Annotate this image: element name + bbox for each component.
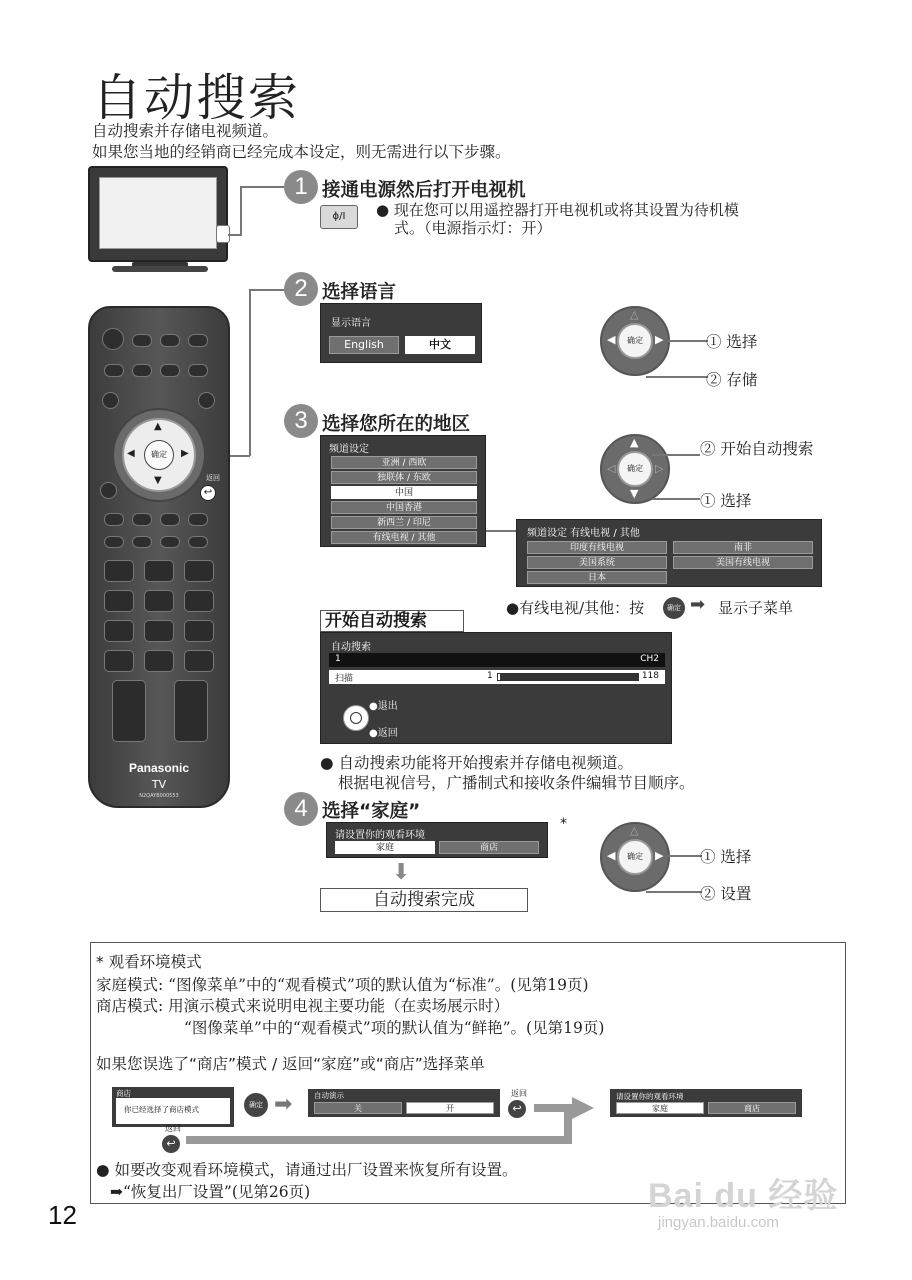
remote-button[interactable] (198, 392, 215, 409)
step-2-label-select: ① 选择 (706, 333, 758, 351)
remote-left-arrow-icon: ◀ (127, 448, 135, 459)
remote-number-button[interactable] (184, 620, 214, 642)
region-option[interactable]: 亚洲 / 西欧 (331, 456, 477, 469)
auto-demo-option-off[interactable]: 关 (314, 1102, 402, 1114)
back-label: 返回 (165, 1124, 181, 1133)
remote-button[interactable] (160, 334, 180, 347)
autosearch-panel (320, 632, 672, 744)
remote-ok-button[interactable]: 确定 (144, 440, 174, 470)
remote-number-button[interactable] (144, 620, 174, 642)
right-arrow-icon: ▶ (655, 333, 664, 346)
auto-demo-title: 自动演示 (314, 1091, 344, 1100)
right-arrow-icon: ➡ (690, 594, 706, 615)
intro-line-1: 自动搜索并存储电视频道。 (92, 122, 279, 140)
step-3-badge: 3 (284, 404, 318, 438)
remote-number-button[interactable] (144, 590, 174, 612)
remote-channel-button[interactable] (174, 680, 208, 742)
cable-option[interactable]: 美国系统 (527, 556, 667, 569)
autosearch-complete-label: 自动搜索完成 (320, 888, 528, 912)
right-arrow-icon: ▷ (655, 462, 664, 475)
step-3-label-select: ① 选择 (700, 492, 752, 510)
remote-right-arrow-icon: ▶ (181, 448, 189, 459)
remote-volume-button[interactable] (112, 680, 146, 742)
remote-number-button[interactable] (184, 560, 214, 582)
remote-brand-logo: Panasonic (128, 761, 190, 775)
remote-button[interactable] (132, 513, 152, 526)
region-menu (320, 435, 486, 547)
cable-note-prefix: ●有线电视/其他：按 (506, 599, 645, 617)
flow-arrow-icon (572, 1097, 594, 1119)
note-shop-line-1: 商店模式: 用演示模式来说明电视主要功能（在卖场展示时） (96, 997, 510, 1015)
remote-number-button[interactable] (144, 560, 174, 582)
scan-progress-track (497, 673, 639, 681)
region-option[interactable]: 中国香港 (331, 501, 477, 514)
remote-number-button[interactable] (104, 650, 134, 672)
remote-button[interactable] (188, 334, 208, 347)
language-option-chinese[interactable]: 中文 (405, 336, 475, 354)
remote-number-button[interactable] (104, 620, 134, 642)
note-shop-line-2: “图像菜单”中的“观看模式”项的默认值为“鲜艳”。(见第19页) (184, 1019, 605, 1037)
remote-button[interactable] (160, 513, 180, 526)
shop-mode-message: 你已经选择了商店模式 (116, 1098, 230, 1124)
step-2-ok-button[interactable]: 确定 (617, 323, 653, 359)
scan-progress-fill (497, 673, 501, 681)
baidu-watermark-logo: Bai du 经验 (648, 1177, 839, 1215)
remote-down-arrow-icon: ▼ (154, 475, 162, 486)
back-button-icon: ↩ (162, 1135, 180, 1153)
step-1-note-line-1: ● 现在您可以用遥控器打开电视机或将其设置为待机模 (376, 201, 739, 219)
note-home-line: 家庭模式: “图像菜单”中的“观看模式”项的默认值为“标准”。(见第19页) (96, 976, 589, 994)
environment-option-home[interactable]: 家庭 (335, 841, 435, 854)
remote-button[interactable] (160, 536, 180, 548)
remote-button[interactable] (188, 513, 208, 526)
environment-mini-option-shop[interactable]: 商店 (708, 1102, 796, 1114)
up-arrow-icon: △ (630, 824, 639, 837)
up-arrow-icon: △ (630, 308, 639, 321)
language-menu-title: 显示语言 (331, 318, 371, 329)
remote-button[interactable] (100, 482, 117, 499)
right-arrow-icon: ➡ (274, 1092, 293, 1117)
autosearch-channel-row: 1 CH2 (329, 653, 665, 667)
tv-illustration (88, 166, 228, 262)
remote-number-button[interactable] (184, 650, 214, 672)
shop-mode-menu-title: 商店 (116, 1089, 131, 1098)
language-menu (320, 303, 482, 363)
region-option[interactable]: 有线电视 / 其他 (331, 531, 477, 544)
back-label: 返回 (511, 1089, 527, 1098)
autosearch-note-line-2: 根据电视信号，广播制式和接收条件编辑节目顺序。 (338, 774, 695, 792)
left-arrow-icon: ◁ (607, 462, 616, 475)
note-title: * 观看环境模式 (96, 953, 202, 971)
exit-label: ●退出 (369, 701, 398, 712)
step-4-ok-button[interactable]: 确定 (617, 839, 653, 875)
remote-button[interactable] (104, 536, 124, 548)
step-1-note-line-2: 式。（电源指示灯：开） (394, 219, 552, 237)
remote-button[interactable] (102, 392, 119, 409)
region-option[interactable]: 新西兰 / 印尼 (331, 516, 477, 529)
auto-demo-option-on[interactable]: 开 (406, 1102, 494, 1114)
shop-mode-menu (112, 1087, 234, 1127)
region-option-selected[interactable]: 中国 (331, 486, 477, 499)
remote-button[interactable] (188, 364, 208, 377)
remote-button[interactable] (132, 536, 152, 548)
step-4-badge: 4 (284, 792, 318, 826)
environment-mini-menu (610, 1089, 802, 1117)
cable-submenu-title: 频道设定 有线电视 / 其他 (527, 528, 640, 539)
cable-option[interactable]: 印度有线电视 (527, 541, 667, 554)
step-1-title: 接通电源然后打开电视机 (322, 180, 526, 201)
page-number: 12 (48, 1200, 77, 1230)
language-option-english[interactable]: English (329, 336, 399, 354)
remote-button[interactable] (132, 334, 152, 347)
step-2-label-store: ② 存储 (706, 371, 758, 389)
reset-note-line-1: ● 如要改变观看环境模式，请通过出厂设置来恢复所有设置。 (96, 1161, 518, 1179)
cable-note-suffix: 显示子菜单 (718, 599, 794, 617)
step-1-badge: 1 (284, 170, 318, 204)
remote-button[interactable] (104, 364, 124, 377)
left-arrow-icon: ◀ (607, 333, 616, 346)
return-label: ●返回 (369, 728, 398, 739)
intro-line-2: 如果您当地的经销商已经完成本设定，则无需进行以下步骤。 (92, 143, 511, 161)
power-button[interactable]: ϕ/I (320, 205, 358, 229)
note-mistake-line: 如果您误选了“商店”模式 / 返回“家庭”或“商店”选择菜单 (96, 1055, 485, 1073)
step-4-label-set: ② 设置 (700, 885, 752, 903)
autosearch-scan-row: 扫描 1 118 (329, 670, 665, 684)
step-2-badge: 2 (284, 272, 318, 306)
remote-back-label: 返回 (206, 474, 220, 482)
ok-button-icon: 确定 (244, 1093, 268, 1117)
region-option[interactable]: 独联体 / 东欧 (331, 471, 477, 484)
step-2-title: 选择语言 (322, 282, 397, 303)
autosearch-panel-title: 自动搜索 (331, 642, 371, 653)
auto-demo-menu (308, 1089, 500, 1117)
remote-power-button[interactable] (102, 328, 124, 350)
remote-button[interactable] (132, 364, 152, 377)
remote-tv-label: TV (151, 778, 167, 791)
autosearch-note-line-1: ● 自动搜索功能将开始搜索并存储电视频道。 (320, 754, 633, 772)
back-button-icon: ↩ (508, 1100, 526, 1118)
region-menu-title: 频道设定 (329, 444, 369, 455)
remote-model-number: N2QAYB000553 (139, 793, 179, 799)
environment-mini-title: 请设置你的观看环境 (616, 1092, 684, 1101)
step-3-label-start: ② 开始自动搜索 (700, 440, 814, 458)
autosearch-heading: 开始自动搜索 (320, 610, 464, 632)
down-arrow-icon: ⬇ (392, 860, 411, 885)
environment-mini-option-home[interactable]: 家庭 (616, 1102, 704, 1114)
baidu-watermark-url: jingyan.baidu.com (658, 1214, 779, 1231)
step-3-ok-button[interactable]: 确定 (617, 451, 653, 487)
asterisk-mark: * (560, 816, 567, 832)
up-arrow-icon: ▲ (630, 436, 639, 449)
step-3-title: 选择您所在的地区 (322, 414, 471, 435)
remote-number-button[interactable] (184, 590, 214, 612)
cable-option[interactable]: 南非 (673, 541, 813, 554)
tv-foot (112, 266, 208, 272)
remote-up-arrow-icon: ▲ (154, 421, 162, 432)
remote-button[interactable] (160, 364, 180, 377)
remote-number-button[interactable] (144, 650, 174, 672)
page-title: 自动搜索 (92, 69, 300, 127)
remote-number-button[interactable] (104, 590, 134, 612)
remote-button[interactable] (104, 513, 124, 526)
left-arrow-icon: ◀ (607, 849, 616, 862)
remote-button[interactable] (188, 536, 208, 548)
step-4-title: 选择“家庭” (322, 801, 421, 822)
ok-button-icon: 确定 (663, 597, 685, 619)
remote-control (88, 306, 230, 808)
cable-submenu (516, 519, 822, 587)
reset-note-line-2: ➡“恢复出厂设置”(见第26页) (110, 1183, 311, 1201)
cable-option[interactable]: 日本 (527, 571, 667, 584)
right-arrow-icon: ▶ (655, 849, 664, 862)
environment-menu (326, 822, 548, 858)
remote-back-button[interactable]: ↩ (200, 485, 216, 501)
step-4-label-select: ① 选择 (700, 848, 752, 866)
down-arrow-icon: ▼ (630, 487, 639, 500)
environment-option-shop[interactable]: 商店 (439, 841, 539, 854)
cable-option[interactable]: 美国有线电视 (673, 556, 813, 569)
navigation-circle-icon (343, 705, 369, 731)
remote-number-button[interactable] (104, 560, 134, 582)
environment-menu-title: 请设置你的观看环境 (335, 830, 425, 841)
